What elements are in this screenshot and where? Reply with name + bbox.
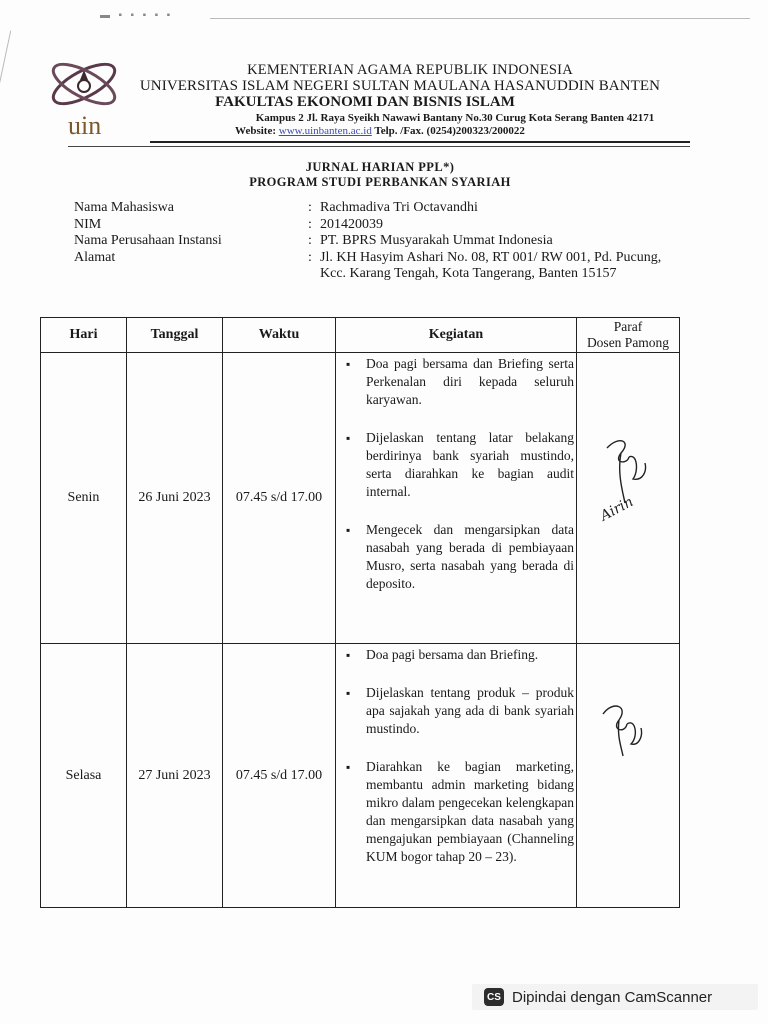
camscanner-watermark bbox=[472, 984, 758, 1010]
camscanner-text: Dipindai dengan CamScanner bbox=[512, 988, 713, 1006]
logo-text: uin bbox=[68, 111, 102, 140]
activity-list bbox=[336, 644, 576, 866]
scan-artifact-line bbox=[210, 18, 750, 19]
info-row-name bbox=[74, 200, 670, 217]
faculty-name: FAKULTAS EKONOMI DAN BISNIS ISLAM bbox=[215, 94, 515, 110]
document-title bbox=[180, 160, 580, 190]
campus-address: Kampus 2 Jl. Raya Syeikh Nawawi Bantany No.30 Curug Kota Serang Banten 42171 bbox=[255, 112, 655, 124]
info-row-company bbox=[74, 233, 670, 250]
activity-item: ▪ Doa pagi bersama dan Briefing serta Perkenalan diri kepada seluruh karyawan. bbox=[336, 355, 576, 409]
cell-tanggal: 26 Juni 2023 bbox=[127, 353, 223, 644]
info-label: NIM bbox=[74, 216, 102, 232]
cell-kegiatan bbox=[336, 353, 577, 644]
info-row-nim bbox=[74, 217, 670, 234]
header-paraf bbox=[577, 318, 680, 353]
table-header-row bbox=[41, 318, 680, 353]
header-paraf-line1: Paraf bbox=[613, 319, 643, 334]
activity-item: ▪ Doa pagi bersama dan Briefing. bbox=[336, 646, 576, 664]
info-label: Nama Mahasiswa bbox=[74, 200, 174, 215]
cell-tanggal: 27 Juni 2023 bbox=[127, 644, 223, 908]
cell-paraf bbox=[577, 644, 680, 908]
letterhead bbox=[120, 62, 680, 137]
header-kegiatan: Kegiatan bbox=[336, 318, 577, 353]
letterhead-divider bbox=[150, 141, 690, 143]
info-colon: : bbox=[308, 233, 312, 248]
cell-hari: Selasa bbox=[41, 644, 127, 908]
cell-paraf bbox=[577, 353, 680, 644]
scan-artifact-line bbox=[0, 31, 11, 90]
info-label: Nama Perusahaan Instansi bbox=[74, 233, 222, 248]
website-label: Website: bbox=[235, 125, 276, 137]
header-waktu: Waktu bbox=[223, 318, 336, 353]
info-value: 201420039 bbox=[320, 216, 383, 232]
cell-waktu: 07.45 s/d 17.00 bbox=[223, 353, 336, 644]
university-name: UNIVERSITAS ISLAM NEGERI SULTAN MAULANA HASANUDDIN BANTEN bbox=[139, 78, 661, 94]
info-value: Rachmadiva Tri Octavandhi bbox=[320, 200, 478, 215]
signature-text: Airin bbox=[597, 493, 637, 525]
title-line-1: JURNAL HARIAN PPL*) bbox=[305, 160, 455, 174]
cell-hari: Senin bbox=[41, 353, 127, 644]
contact-line bbox=[80, 125, 680, 137]
table-row bbox=[41, 353, 680, 644]
table-row bbox=[41, 644, 680, 908]
info-colon: : bbox=[308, 216, 312, 232]
cell-waktu: 07.45 s/d 17.00 bbox=[223, 644, 336, 908]
activity-list bbox=[336, 353, 576, 593]
ministry-name: KEMENTERIAN AGAMA REPUBLIK INDONESIA bbox=[247, 62, 573, 78]
website-link[interactable]: www.uinbanten.ac.id bbox=[278, 125, 372, 137]
info-colon: : bbox=[308, 200, 312, 215]
title-line-2: PROGRAM STUDI PERBANKAN SYARIAH bbox=[249, 175, 511, 189]
cell-kegiatan bbox=[336, 644, 577, 908]
activity-item: ▪ Diarahkan ke bagian marketing, membantu admin marketing bidang mikro dalam pengecekan kelengkapan dan mengarsipkan data nasabah yang mengajukan pembiayaan (Channeling KUM bogor tahap 20 – 23). bbox=[336, 758, 576, 866]
activity-item: ▪ Dijelaskan tentang produk – produk apa sajakah yang ada di bank syariah mustindo. bbox=[336, 684, 576, 738]
camscanner-logo-icon: CS bbox=[484, 988, 504, 1006]
signature-icon bbox=[577, 644, 679, 902]
phone-fax: Telp. /Fax. (0254)200323/200022 bbox=[374, 125, 525, 137]
info-row-address bbox=[74, 250, 670, 283]
info-label: Alamat bbox=[74, 249, 116, 265]
activity-item: ▪ Dijelaskan tentang latar belakang berdirinya bank syariah mustindo, serta diarahkan ke bagian audit internal. bbox=[336, 429, 576, 501]
signature-icon bbox=[577, 353, 679, 638]
student-info bbox=[74, 200, 670, 283]
header-tanggal: Tanggal bbox=[127, 318, 223, 353]
header-paraf-line2: Dosen Pamong bbox=[586, 335, 670, 350]
header-hari: Hari bbox=[41, 318, 127, 353]
info-colon: : bbox=[308, 249, 312, 265]
scan-artifact: ▬ ▪ ▪ ▪ ▪ ▪ bbox=[100, 10, 174, 21]
info-value: Jl. KH Hasyim Ashari No. 08, RT 001/ RW 001, Pd. Pucung, Kcc. Karang Tengah, Kota Tangerang, Banten 15157 bbox=[320, 249, 662, 281]
info-value: PT. BPRS Musyarakah Ummat Indonesia bbox=[320, 233, 553, 248]
activity-item: ▪ Mengecek dan mengarsipkan data nasabah yang berada di pembiayaan Musro, serta nasabah yang berada di deposito. bbox=[336, 521, 576, 593]
journal-table bbox=[40, 317, 680, 908]
letterhead-divider-thin bbox=[68, 146, 690, 147]
